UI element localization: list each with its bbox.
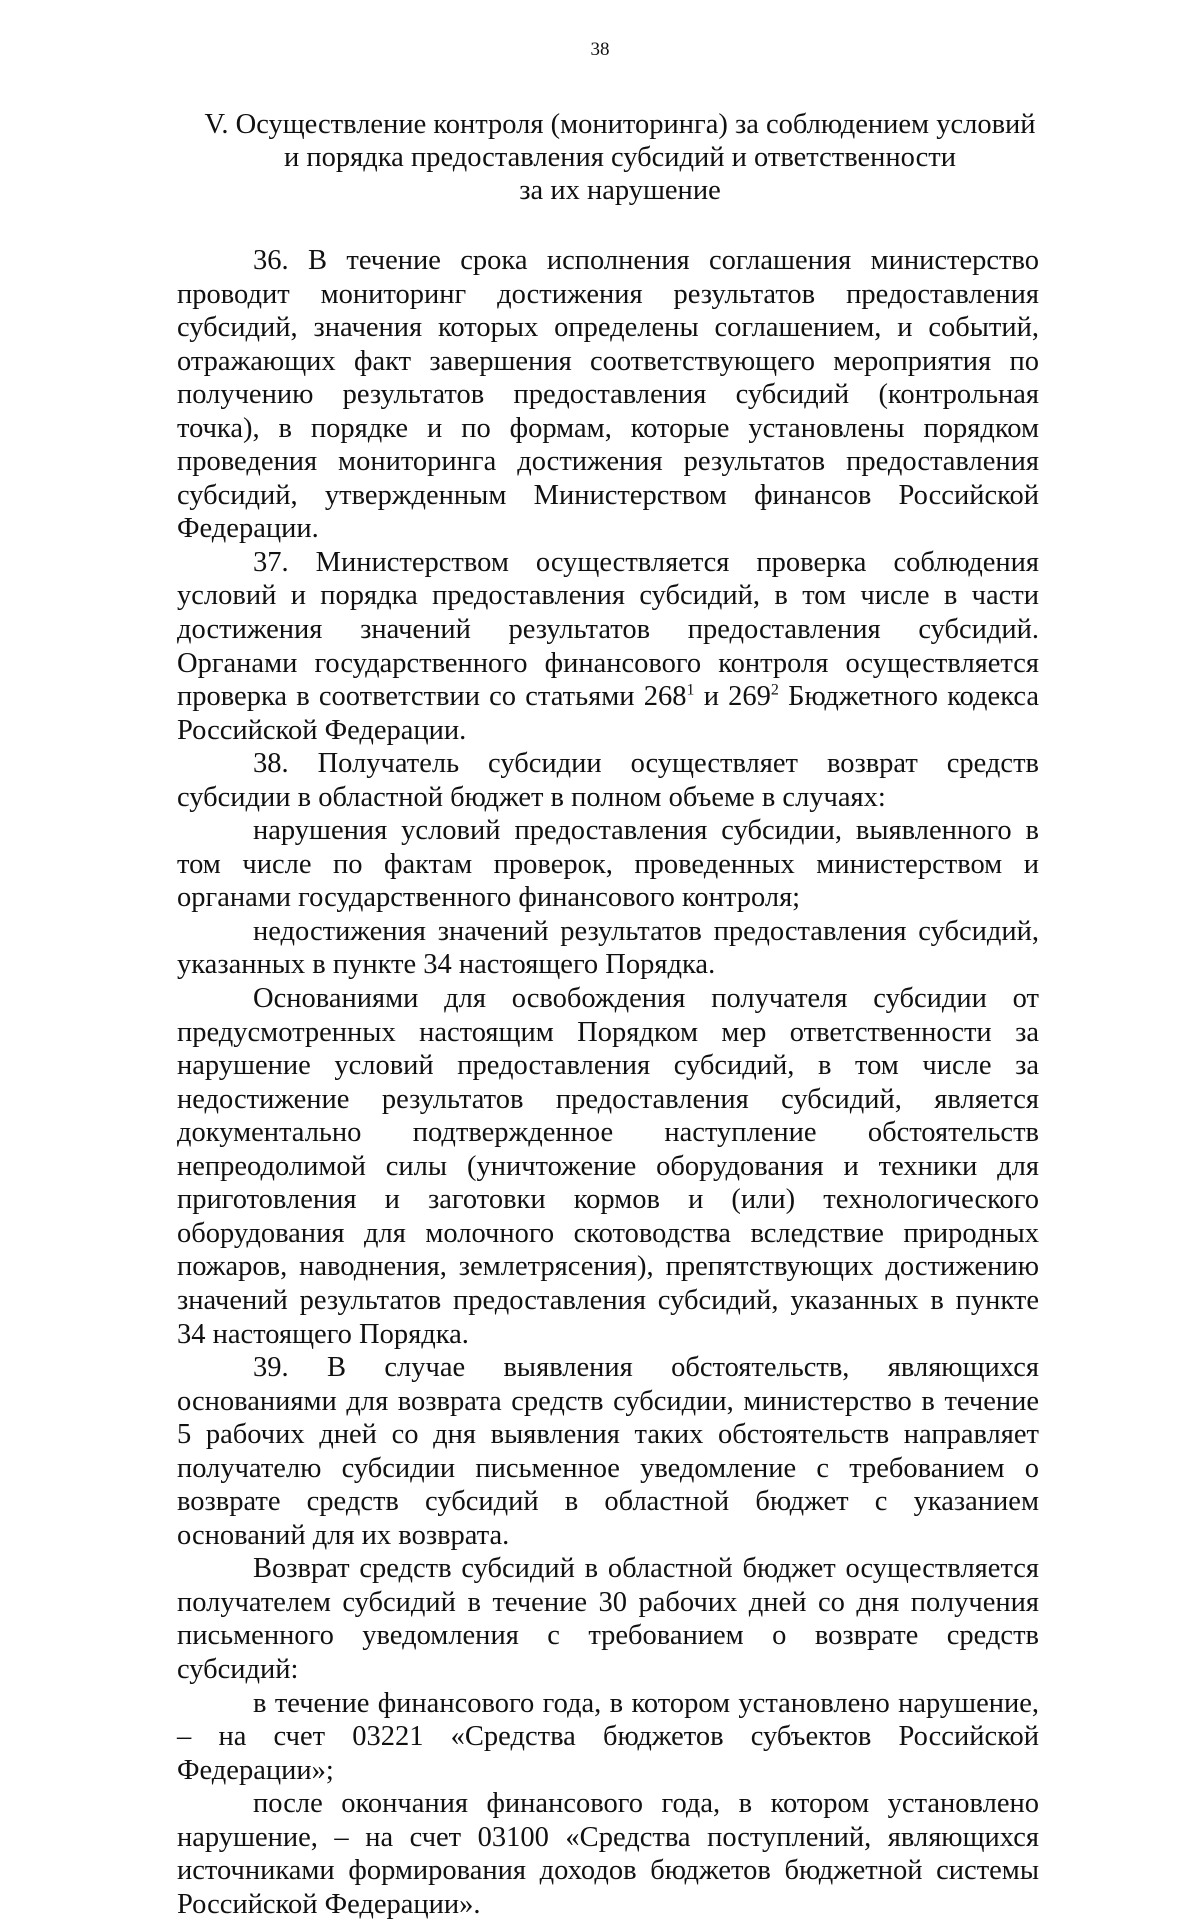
section-heading-line-2: и порядка предоставления субсидий и ответственности (284, 142, 956, 173)
paragraph-37-text-middle: и 269 (694, 681, 771, 713)
section-heading-line-3: за их нарушение (519, 175, 721, 206)
page-number: 38 (590, 39, 610, 60)
paragraph-38-case-nonachievement: недостижения значений результатов предоставления субсидий, указанных в пункте 34 настоящего Порядка. (177, 915, 1039, 981)
article-268-superscript: 1 (686, 681, 695, 699)
paragraph-39: 39. В случае выявления обстоятельств, являющихся основаниями для возврата средств субсидии, министерство в течение 5 рабочих дней со дня выявления таких обстоятельств направляет получателю субсидии письменное уведомление с требованием о возврате средств субсидий в областной бюджет с указанием оснований для их возврата. (177, 1352, 1039, 1551)
paragraph-39-current-year-account: в течение финансового года, в котором установлено нарушение, – на счет 03221 «Средства бюджетов субъектов Российской Федерации»; (177, 1687, 1039, 1786)
paragraph-37-text-after: Бюджетного кодекса Российской Федерации. (177, 681, 1039, 746)
paragraph-36: 36. В течение срока исполнения соглашения министерство проводит мониторинг достижения результатов предоставления субсидий, значения которых определены соглашением, и событий, отражающих факт завершения соответствующего мероприятия по получению результатов предоставления субсидий (контрольная точка), в порядке и по формам, которые установлены порядком проведения мониторинга достижения результатов предоставления субсидий, утвержденным Министерством финансов Российской Федерации. (177, 245, 1039, 545)
paragraph-38-force-majeure: Основаниями для освобождения получателя субсидии от предусмотренных настоящим Порядком мер ответственности за нарушение условий предоставления субсидий, в том числе за недостижение результатов предоставления субсидий, является документально подтвержденное наступление обстоятельств непреодолимой силы (уничтожение оборудования и техники для приготовления и заготовки кормов и (или) технологического оборудования для молочного скотоводства вследствие природных пожаров, наводнения, землетрясения), препятствующих достижению значений результатов предоставления субсидий, указанных в пункте 34 настоящего Порядка. (177, 983, 1039, 1350)
paragraph-38-case-violation: нарушения условий предоставления субсидии, выявленного в том числе по фактам проверок, проведенных министерством и органами государственного финансового контроля; (177, 815, 1039, 914)
paragraph-37-text-before: 37. Министерством осуществляется проверка соблюдения условий и порядка предоставления субсидий, в том числе в части достижения значений результатов предоставления субсидий. Органами государственного финансового контроля осуществляется проверка в соответствии со статьями 268 (177, 546, 1039, 713)
paragraph-39-after-year-account: после окончания финансового года, в котором установлено нарушение, – на счет 03100 «Средства поступлений, являющихся источниками формирования доходов бюджетов бюджетной системы Российской Федерации». (177, 1788, 1039, 1920)
document-body (177, 244, 1039, 1921)
paragraph-38: 38. Получатель субсидии осуществляет возврат средств субсидии в областной бюджет в полном объеме в случаях: (177, 748, 1039, 813)
article-269-superscript: 2 (770, 681, 779, 699)
paragraph-39-return-terms: Возврат средств субсидий в областной бюджет осуществляется получателем субсидий в течение 30 рабочих дней со дня получения письменного уведомления с требованием о возврате средств субсидий: (177, 1553, 1039, 1685)
paragraph-37 (177, 546, 1039, 747)
section-heading (170, 108, 1070, 207)
section-heading-line-1: V. Осуществление контроля (мониторинга) за соблюдением условий (204, 109, 1036, 140)
